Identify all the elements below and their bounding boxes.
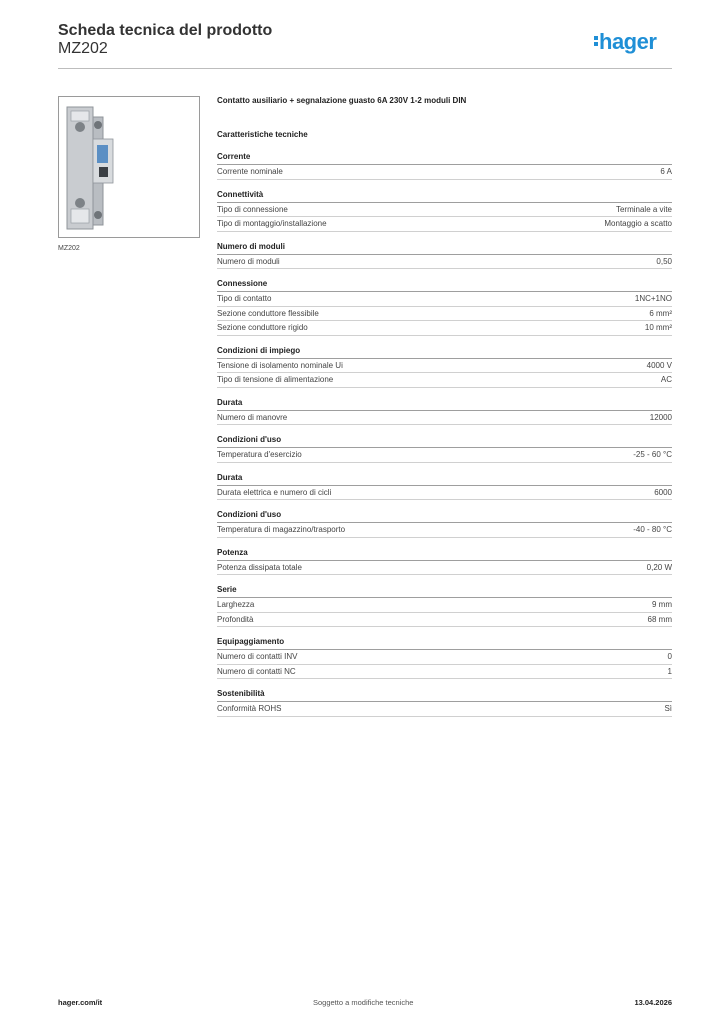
spec-label: Tipo di connessione <box>217 204 288 214</box>
spec-label: Numero di contatti NC <box>217 666 296 676</box>
section-title: Equipaggiamento <box>217 635 672 650</box>
spec-value: 0,20 W <box>646 562 672 572</box>
spec-value: Sì <box>664 704 672 713</box>
footer-date: 13.04.2026 <box>634 998 672 1007</box>
spec-section <box>217 635 672 679</box>
section-title: Durata <box>217 396 672 411</box>
product-module-illustration <box>59 97 199 237</box>
spec-value: AC <box>660 375 672 384</box>
spec-label: Corrente nominale <box>217 167 283 176</box>
spec-row <box>217 598 672 613</box>
product-code: MZ202 <box>58 40 108 57</box>
spec-label: Sezione conduttore rigido <box>217 323 308 332</box>
spec-section <box>217 277 672 336</box>
section-title: Potenza <box>217 546 672 561</box>
spec-value: 1NC+1NO <box>634 294 672 303</box>
section-title: Condizioni d'uso <box>217 508 672 523</box>
spec-section <box>217 344 672 388</box>
spec-section <box>217 508 672 538</box>
spec-row <box>217 561 672 576</box>
section-title: Connettività <box>217 188 672 203</box>
spec-value: Montaggio a scatto <box>604 219 672 228</box>
spec-label: Conformità ROHS <box>217 704 282 713</box>
section-title: Serie <box>217 583 672 598</box>
hager-logo <box>594 29 656 55</box>
spec-value: 12000 <box>649 412 672 422</box>
spec-label: Profondità <box>217 614 254 624</box>
spec-value: 0 <box>667 652 672 661</box>
spec-value: 0,50 <box>656 256 672 266</box>
characteristics-title: Caratteristiche tecniche <box>217 130 308 139</box>
product-image <box>58 96 200 238</box>
spec-row <box>217 702 672 717</box>
spec-label: Durata elettrica e numero di cicli <box>217 487 332 497</box>
spec-row <box>217 359 672 374</box>
spec-content <box>217 96 672 717</box>
spec-row <box>217 292 672 307</box>
page-title: Scheda tecnica del prodotto <box>58 22 273 39</box>
spec-value: 6 mm² <box>649 308 672 318</box>
spec-label: Tipo di contatto <box>217 294 272 303</box>
spec-row <box>217 650 672 665</box>
spec-row <box>217 486 672 501</box>
spec-row <box>217 448 672 463</box>
image-caption: MZ202 <box>58 245 80 252</box>
spec-label: Numero di moduli <box>217 256 280 266</box>
spec-row <box>217 217 672 232</box>
spec-section <box>217 583 672 627</box>
header <box>58 22 272 58</box>
spec-label: Potenza dissipata totale <box>217 562 302 572</box>
header-divider <box>58 68 672 69</box>
footer-note: Soggetto a modifiche tecniche <box>313 998 414 1007</box>
spec-value: 6 A <box>660 167 672 176</box>
spec-value: 9 mm <box>652 600 672 609</box>
spec-section <box>217 188 672 232</box>
spec-sections <box>217 150 672 717</box>
spec-section <box>217 396 672 426</box>
spec-value: 68 mm <box>647 614 672 624</box>
logo-text: hager <box>599 29 657 54</box>
spec-label: Numero di contatti INV <box>217 652 298 661</box>
spec-label: Tensione di isolamento nominale Ui <box>217 360 343 370</box>
spec-section <box>217 687 672 717</box>
spec-section <box>217 546 672 576</box>
section-title: Condizioni di impiego <box>217 344 672 359</box>
spec-value: -25 - 60 °C <box>633 450 672 459</box>
spec-row <box>217 373 672 388</box>
spec-label: Temperatura di magazzino/trasporto <box>217 525 346 534</box>
spec-value: 1 <box>667 666 672 676</box>
spec-row <box>217 321 672 336</box>
spec-row <box>217 255 672 270</box>
section-title: Sostenibilità <box>217 687 672 702</box>
spec-row <box>217 523 672 538</box>
spec-section <box>217 433 672 463</box>
spec-section <box>217 150 672 180</box>
spec-row <box>217 665 672 680</box>
spec-section <box>217 471 672 501</box>
spec-row <box>217 165 672 180</box>
spec-row <box>217 613 672 628</box>
spec-section <box>217 240 672 270</box>
section-title: Connessione <box>217 277 672 292</box>
spec-label: Tipo di montaggio/installazione <box>217 219 327 228</box>
spec-label: Larghezza <box>217 600 255 609</box>
spec-label: Numero di manovre <box>217 412 288 422</box>
spec-value: 4000 V <box>646 360 672 370</box>
spec-row <box>217 307 672 322</box>
product-description: Contatto ausiliario + segnalazione guasto 6A 230V 1-2 moduli DIN <box>217 96 467 105</box>
spec-label: Tipo di tensione di alimentazione <box>217 375 334 384</box>
spec-label: Temperatura d'esercizio <box>217 450 302 459</box>
spec-label: Sezione conduttore flessibile <box>217 308 319 318</box>
section-title: Durata <box>217 471 672 486</box>
spec-value: -40 - 80 °C <box>633 525 672 534</box>
footer-website[interactable]: hager.com/it <box>58 998 103 1007</box>
logo-dots-icon <box>594 34 598 48</box>
spec-value: Terminale a vite <box>615 204 672 214</box>
section-title: Corrente <box>217 150 672 165</box>
section-title: Condizioni d'uso <box>217 433 672 448</box>
spec-row <box>217 411 672 426</box>
spec-value: 6000 <box>654 487 672 497</box>
section-title: Numero di moduli <box>217 240 672 255</box>
spec-value: 10 mm² <box>644 323 672 332</box>
spec-row <box>217 203 672 218</box>
